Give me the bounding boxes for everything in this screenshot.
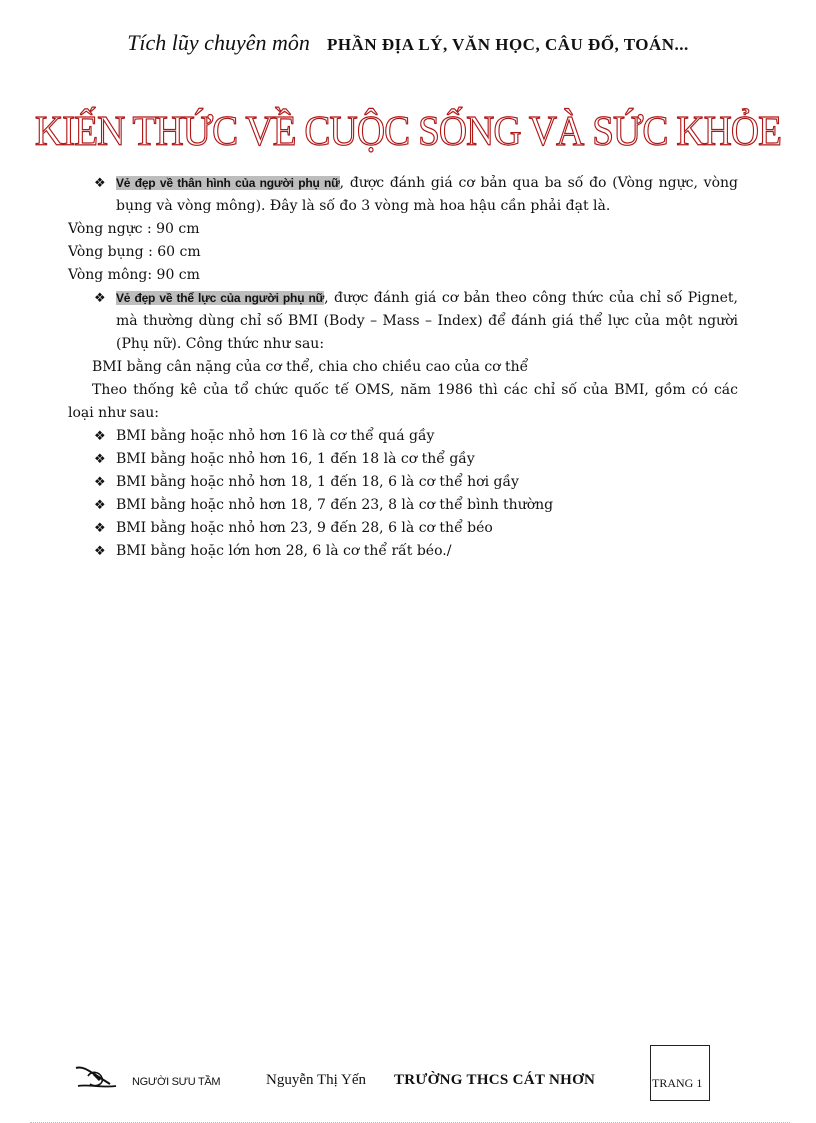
measurement-hips: Vòng mông: 90 cm (68, 267, 200, 283)
diamond-bullet-icon: ❖ (94, 498, 106, 513)
header-subject: Tích lũy chuyên môn (127, 30, 310, 55)
bmi-formula: BMI bằng cân nặng của cơ thể, chia cho chiều cao của cơ thể (92, 359, 529, 375)
diamond-bullet-icon: ❖ (94, 521, 106, 536)
section-body-shape (68, 172, 738, 218)
document-body (68, 172, 738, 563)
pen-writing-icon (74, 1062, 118, 1090)
diamond-bullet-icon: ❖ (94, 291, 106, 306)
list-item: ❖ BMI bằng hoặc lớn hơn 28, 6 là cơ thể rất béo./ (68, 540, 738, 563)
page-footer (0, 1062, 816, 1102)
section-heading-shape: Vẻ đẹp về thân hình của người phụ nữ (116, 176, 340, 190)
list-item: ❖ BMI bằng hoặc nhỏ hơn 16, 1 đến 18 là cơ thể gầy (68, 448, 738, 471)
author-name: Nguyễn Thị Yến (266, 1072, 366, 1088)
header-topics: PHẦN ĐỊA LÝ, VĂN HỌC, CÂU ĐỐ, TOÁN... (326, 35, 689, 54)
section-heading-fitness: Vẻ đẹp về thể lực của người phụ nữ (116, 291, 325, 305)
section-text-fitness: , được đánh giá cơ bản theo công thức của chỉ số Pignet, mà thường dùng chỉ số BMI (Body – Mass – Index) để đánh giá thể lực của một người (Phụ nữ). Công thức như sau: (116, 290, 738, 352)
list-item: ❖ BMI bằng hoặc nhỏ hơn 16 là cơ thể quá gầy (68, 425, 738, 448)
list-item: ❖ BMI bằng hoặc nhỏ hơn 18, 1 đến 18, 6 là cơ thể hơi gầy (68, 471, 738, 494)
list-item: ❖ BMI bằng hoặc nhỏ hơn 23, 9 đến 28, 6 là cơ thể béo (68, 517, 738, 540)
section-text-shape: , được đánh giá cơ bản qua ba số đo (Vòng ngực, vòng bụng và vòng mông). Đây là số đo 3 vòng mà hoa hậu cần phải đạt là. (116, 175, 738, 214)
diamond-bullet-icon: ❖ (94, 544, 106, 559)
diamond-bullet-icon: ❖ (94, 475, 106, 490)
school-name: TRƯỜNG THCS CÁT NHƠN (394, 1072, 596, 1088)
diamond-bullet-icon: ❖ (94, 452, 106, 467)
diamond-bullet-icon: ❖ (94, 176, 106, 191)
page-number: TRANG 1 (652, 1076, 703, 1090)
document-title: KIẾN THỨC VỀ CUỘC SỐNG VÀ SỨC KHỎE (34, 109, 782, 155)
page-number-box (650, 1045, 710, 1101)
list-item: ❖ BMI bằng hoặc nhỏ hơn 18, 7 đến 23, 8 là cơ thể bình thường (68, 494, 738, 517)
measurement-waist: Vòng bụng : 60 cm (68, 244, 201, 260)
page-header (0, 30, 816, 56)
stats-paragraph: Theo thống kê của tổ chức quốc tế OMS, năm 1986 thì các chỉ số của BMI, gồm có các loại như sau: (68, 382, 738, 421)
measurement-chest: Vòng ngực : 90 cm (68, 221, 200, 237)
collector-label: NGƯỜI SƯU TẦM (132, 1076, 221, 1088)
diamond-bullet-icon: ❖ (94, 429, 106, 444)
section-fitness (68, 287, 738, 356)
